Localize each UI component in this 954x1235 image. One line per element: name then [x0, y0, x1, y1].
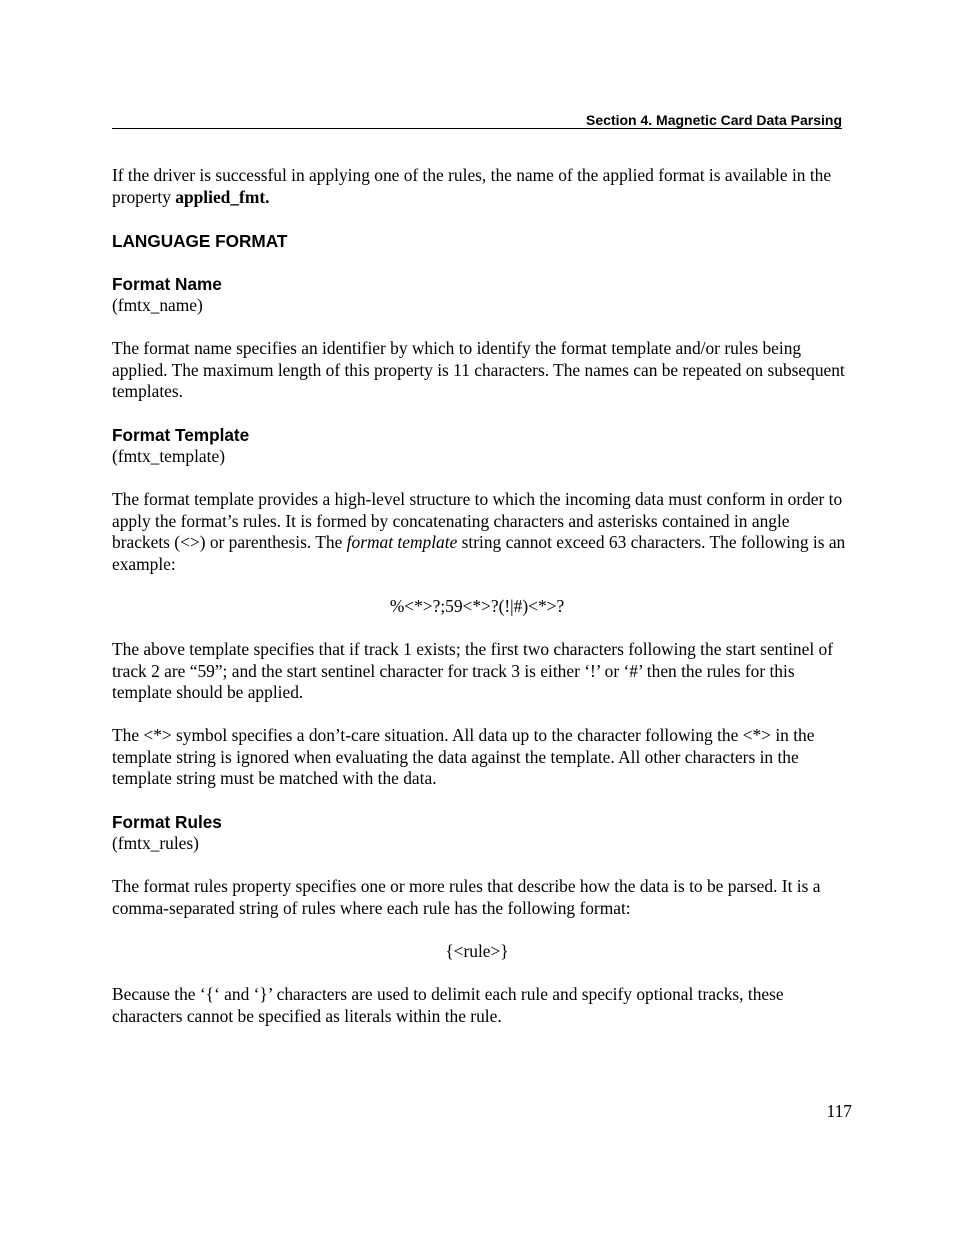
- rule-syntax: {<rule>}: [445, 941, 509, 961]
- format-name-heading: Format Name: [112, 274, 222, 294]
- dont-care-paragraph: The <*> symbol specifies a don’t-care situation. All data up to the character following the <*> in the template string is ignored when evaluating the data against the template. All other characters in the template string must be matched with the data.: [112, 725, 815, 789]
- intro-text: If the driver is successful in applying one of the rules, the name of the applied format is available in the property: [112, 165, 832, 207]
- format-template-description: [112, 489, 847, 575]
- template-example: %<*>?;59<*>?(!|#)<*>?: [389, 596, 565, 616]
- template-desc-end: string cannot exceed 63 characters. The following is an example:: [112, 532, 846, 574]
- format-name-description: The format name specifies an identifier by which to identify the format template and/or rules being applied. The maximum length of this property is 11 characters. The names can be repeated on subsequent templates.: [112, 338, 845, 402]
- language-format-heading: LANGUAGE FORMAT: [112, 231, 288, 251]
- rules-note: Because the ‘{‘ and ‘}’ characters are used to delimit each rule and specify optional tracks, these characters cannot be specified as literals within the rule.: [112, 984, 784, 1026]
- template-desc-start: The format template provides a high-level structure to which the incoming data must conform in order to apply the format’s rules. It is formed by concatenating characters and asterisks contained in angle brackets (<>) or parenthesis. The: [112, 489, 843, 553]
- format-rules-description: The format rules property specifies one or more rules that describe how the data is to be parsed. It is a comma-separated string of rules where each rule has the following format:: [112, 876, 821, 918]
- applied-fmt-term: applied_fmt.: [175, 186, 270, 207]
- format-rules-property: (fmtx_rules): [112, 833, 199, 853]
- page-number: 117: [826, 1101, 852, 1121]
- template-desc-italic: format template: [346, 532, 458, 553]
- template-explanation: The above template specifies that if track 1 exists; the first two characters following the start sentinel of track 2 are “59”; and the start sentinel character for track 3 is either ‘!’ or ‘#’ then the rules for this template should be applied.: [112, 639, 833, 703]
- format-template-property: (fmtx_template): [112, 446, 225, 466]
- intro-paragraph: [112, 165, 847, 208]
- running-header: Section 4. Magnetic Card Data Parsing: [586, 112, 842, 128]
- format-template-heading: Format Template: [112, 425, 250, 445]
- format-name-property: (fmtx_name): [112, 295, 203, 315]
- format-rules-heading: Format Rules: [112, 812, 222, 832]
- header-rule: [112, 128, 842, 129]
